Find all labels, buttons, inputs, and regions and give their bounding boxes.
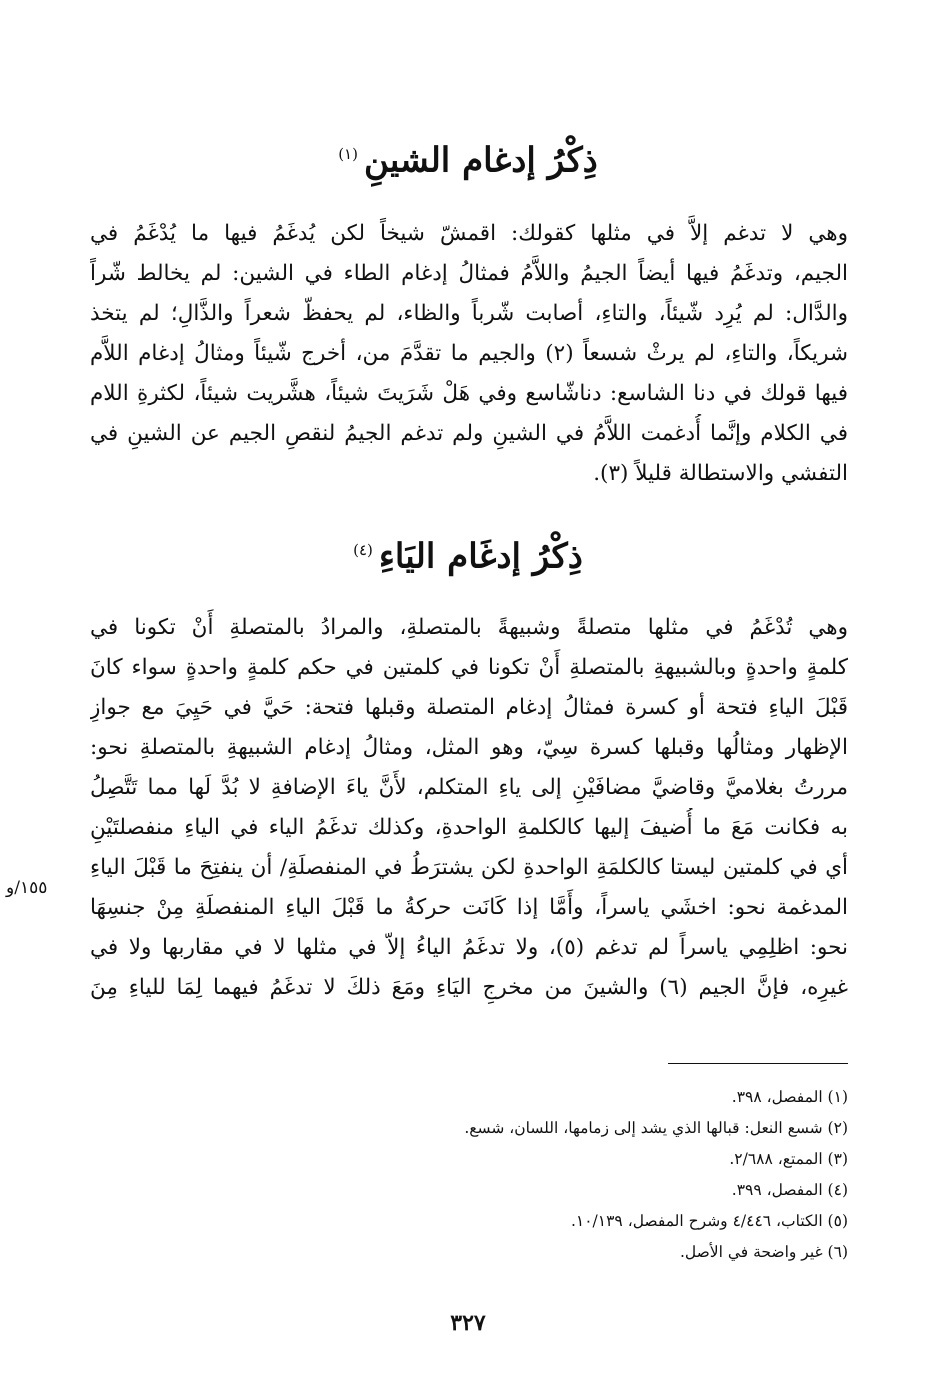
text-line: قَبْلَ الياءِ فتحة أو كسرة فمثالُ إدغام المتصلة وقبلها فتحة: حَيَّ في حَيِيَ مع جوازِ <box>90 695 848 720</box>
text-line: شريكاً، والتاءِ، لم يرثْ شسعاً (٢) والجيم ما تقدَّمَ من، أخرج شّيئاً ومثالُ إدغام اللاَّم <box>90 341 848 366</box>
paragraph-ya <box>90 608 848 1008</box>
text-line: وهي لا تدغم إلاَّ في مثلها كقولك: اقمشّ شيخاً لكن يُدغَمُ فيها ما يُدْغَمُ في <box>90 221 848 246</box>
text-line: والدَّال: لم يُرِد شّيئاً، والتاءِ، أصابت شّرباً والظاء، لم يحفظّ شعراً والذَّالِ؛ لم يتخذ <box>90 301 848 326</box>
section-heading-shin <box>150 132 786 182</box>
heading-text: ذِكْرُ إدغَام اليَاءِ <box>378 536 583 577</box>
footnote-item: (٢) شسع النعل: قبالها الذي يشد إلى زمامها، اللسان، شسع. <box>464 1119 848 1137</box>
footnote-marker: (١) <box>338 145 358 163</box>
text-line: نحو: اظلِمِي ياسراً لم تدغم (٥)، ولا تدغَمُ الياءُ إلاّ في مثلها لا في مقاربها ولا في <box>90 935 848 960</box>
text-line: أي في كلمتين ليستا كالكلمَةِ الواحدةِ لكن يشترَطُ في المنفصلَةِ/ أن ينفتِحَ ما قَبْلَ الياءِ <box>90 855 848 880</box>
footnote-item: (٤) المفصل، ٣٩٩. <box>731 1181 848 1199</box>
text-line: كلمةٍ واحدةٍ وبالشبيهةِ بالمتصلةِ أَنْ تكونا في كلمتين في حكم كلمةٍ واحدةٍ سواء كانَ <box>90 655 848 680</box>
text-line: في الكلام وإنَّما أُدغمت اللاَّمُ في الشينِ ولم تدغم الجيمُ لنقصِ الجيم عن الشينِ في <box>90 421 848 446</box>
manuscript-folio-note: ١٥٥/و <box>6 878 48 898</box>
footnote-item: (١) المفصل، ٣٩٨. <box>731 1088 848 1106</box>
footnote-item: (٥) الكتاب، ٤/٤٤٦ وشرح المفصل، ١٠/١٣٩. <box>570 1212 848 1230</box>
text-line: وهي تُدْغَمُ في مثلها متصلةً وشبيهةً بالمتصلةِ، والمرادُ بالمتصلةِ أَنْ تكونا في <box>90 615 848 640</box>
footnote-divider <box>668 1063 848 1064</box>
text-line: التفشي والاستطالة قليلاً (٣). <box>593 461 848 486</box>
text-line: مررتُ بغلاميَّ وقاضيَّ مضافَيْنِ إلى ياءِ المتكلم، لأَنَّ ياءَ الإضافةِ لا بُدَّ لَها مما تَتَّصِلُ <box>90 775 848 800</box>
page-number: ٣٢٧ <box>450 1310 486 1336</box>
section-heading-ya <box>150 528 786 578</box>
footnote-item: (٣) الممتع، ٢/٦٨٨. <box>729 1150 848 1168</box>
text-line: الإظهار ومثالُها وقبلها كسرة سِيّ، وهو المثل، ومثالُ إدغام الشبيهةِ بالمتصلةِ نحو: <box>90 735 848 760</box>
heading-text: ذِكْرُ إدغام الشينِ <box>363 140 598 181</box>
text-line: الجيم، وتدغَمُ فيها أيضاً الجيمُ واللاَّمُ فمثالُ إدغام الطاء في الشين: لم يخالط شّراً <box>90 261 848 286</box>
footnote-marker: (٤) <box>353 541 373 559</box>
text-line: به فكانت مَعَ ما أُضيفَ إليها كالكلمةِ الواحدةِ، وكذلك تدغَمُ الياء في الياءِ منفصلتَيْنِ <box>90 815 848 840</box>
text-line: المدغمة نحو: اخشَي ياسراً، وأَمَّا إذا كَانَت حركةُ ما قَبْلَ الياءِ المنفصلَةِ مِنْ جنسِهَا <box>90 895 848 920</box>
paragraph-shin <box>90 214 848 494</box>
footnotes <box>90 1082 848 1268</box>
footnote-item: (٦) غير واضحة في الأصل. <box>679 1243 848 1261</box>
text-line: فيها قولك في دنا الشاسع: دناشّاسع وفي هَلْ شَرَيتَ شيئاً، هشَّريت شيئاً، لكثرةِ اللام <box>90 381 848 406</box>
text-line: غيرِه، فإنَّ الجيم (٦) والشينَ من مخرجِ اليَاءِ ومَعَ ذلكَ لا تدغَمُ فيهما لِمَا للياءِ مِنَ <box>90 975 848 1000</box>
